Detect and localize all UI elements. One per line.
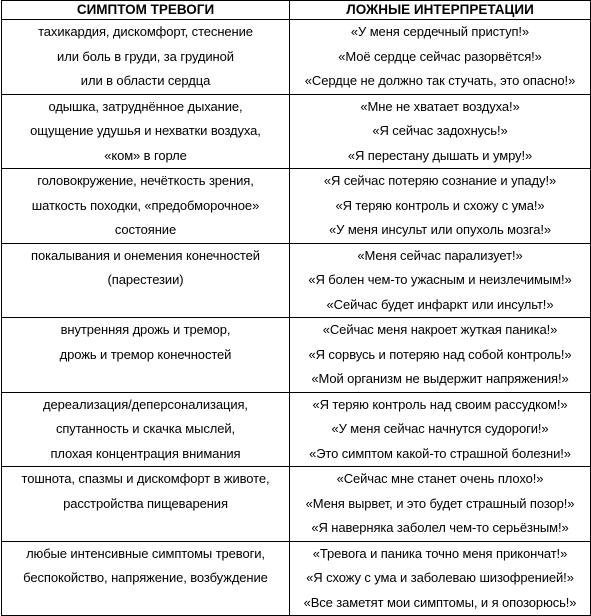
interpretation-line: «Меня сейчас парализует!» bbox=[357, 247, 523, 263]
interpretation-line: «Это симптом какой-то страшной болезни!» bbox=[309, 445, 571, 461]
symptom-cell bbox=[2, 392, 290, 467]
interpretation-line: «Я перестану дышать и умру!» bbox=[347, 147, 533, 163]
interpretation-line: «Сердце не должно так стучать, это опасно!» bbox=[304, 73, 576, 88]
symptom-line: шаткость походки, «предобморочное» bbox=[31, 197, 260, 213]
symptom-line: внутренняя дрожь и тремор, bbox=[60, 322, 231, 337]
symptom-cell bbox=[2, 243, 290, 318]
symptom-line: ощущение удушья и нехватки воздуха, bbox=[30, 123, 261, 138]
header-symptom: СИМПТОМ ТРЕВОГИ bbox=[2, 1, 290, 20]
interpretation-cell bbox=[290, 318, 591, 393]
symptom-line: тахикардия, дискомфорт, стеснение bbox=[38, 24, 253, 39]
header-interpretations: ЛОЖНЫЕ ИНТЕРПРЕТАЦИИ bbox=[290, 1, 591, 20]
interpretation-line: «Мне не хватает воздуха!» bbox=[360, 98, 520, 114]
interpretation-cell bbox=[290, 20, 591, 95]
table-row bbox=[2, 318, 591, 393]
symptom-cell bbox=[2, 169, 290, 244]
interpretation-cell bbox=[290, 169, 591, 244]
interpretation-line: «Я сорвусь и потеряю над собой контроль!» bbox=[308, 346, 572, 362]
interpretation-line: «Я наверняка заболел чем-то серьёзным!» bbox=[311, 520, 569, 535]
symptom-line: плохая концентрация внимания bbox=[50, 445, 241, 461]
symptom-line: дрожь и тремор конечностей bbox=[59, 346, 232, 362]
interpretation-cell bbox=[290, 243, 591, 318]
symptom-line: расстройства пищеварения bbox=[63, 495, 228, 511]
symptom-line: беспокойство, напряжение, возбуждение bbox=[23, 570, 268, 585]
interpretation-line: «Меня вырвет, и это будет страшный позор!» bbox=[305, 495, 575, 511]
symptom-line: спутанность и скачка мыслей, bbox=[55, 421, 236, 436]
symptom-line: или в области сердца bbox=[80, 73, 211, 88]
symptom-cell bbox=[2, 94, 290, 169]
interpretation-cell bbox=[290, 392, 591, 467]
interpretation-cell bbox=[290, 94, 591, 169]
interpretation-line: «У меня сейчас начнутся судороги!» bbox=[331, 421, 549, 436]
symptom-line: «ком» в горле bbox=[104, 147, 187, 163]
table-row bbox=[2, 392, 591, 467]
table-row bbox=[2, 243, 591, 318]
symptom-line: одышка, затруднённое дыхание, bbox=[48, 98, 243, 114]
table-header bbox=[2, 1, 591, 20]
table-row bbox=[2, 20, 591, 95]
symptom-line: тошнота, спазмы и дискомфорт в животе, bbox=[21, 471, 270, 486]
interpretation-line: «Я теряю контроль и схожу с ума!» bbox=[335, 197, 545, 213]
interpretation-line: «Я теряю контроль над своим рассудком!» bbox=[312, 396, 568, 412]
interpretation-line: «Сейчас меня накроет жуткая паника!» bbox=[322, 322, 558, 337]
symptom-line: головокружение, нечёткость зрения, bbox=[37, 173, 254, 188]
interpretation-line: «Сейчас мне станет очень плохо!» bbox=[336, 471, 544, 486]
interpretation-line: «Мой организм не выдержит напряжения!» bbox=[311, 371, 569, 386]
symptom-cell bbox=[2, 20, 290, 95]
table-row bbox=[2, 94, 591, 169]
table-row bbox=[2, 169, 591, 244]
symptom-line: (парестезии) bbox=[107, 272, 184, 287]
interpretation-line: «Я схожу с ума и заболеваю шизофренией!» bbox=[306, 570, 574, 585]
interpretation-line: «Сейчас будет инфаркт или инсульт!» bbox=[326, 296, 554, 312]
interpretation-line: «Я сейчас задохнусь!» bbox=[372, 123, 508, 138]
interpretation-line: «Я сейчас потеряю сознание и упаду!» bbox=[323, 173, 557, 188]
header-row bbox=[2, 1, 591, 20]
interpretation-line: «Тревога и паника точно меня прикончат!» bbox=[312, 545, 568, 561]
symptom-line: покалывания и онемения конечностей bbox=[31, 247, 260, 263]
interpretation-cell bbox=[290, 541, 591, 616]
table-row bbox=[2, 541, 591, 616]
interpretation-line: «Все заметят мои симптомы, и я опозорюсь!» bbox=[303, 594, 577, 610]
symptom-line: любые интенсивные симптомы тревоги, bbox=[26, 545, 265, 561]
symptom-interpretation-table bbox=[1, 0, 591, 616]
interpretation-line: «Моё сердце сейчас разорвётся!» bbox=[338, 48, 542, 64]
table-row bbox=[2, 467, 591, 542]
interpretation-line: «У меня инсульт или опухоль мозга!» bbox=[329, 222, 551, 237]
interpretation-cell bbox=[290, 467, 591, 542]
interpretation-line: «У меня сердечный приступ!» bbox=[350, 24, 530, 39]
table-body bbox=[2, 20, 591, 616]
symptom-cell bbox=[2, 318, 290, 393]
symptom-cell bbox=[2, 467, 290, 542]
symptom-line: состояние bbox=[114, 222, 177, 237]
symptom-line: или боль в груди, за грудиной bbox=[57, 48, 234, 64]
symptom-line: дереализация/деперсонализация, bbox=[43, 396, 248, 412]
symptom-cell bbox=[2, 541, 290, 616]
interpretation-line: «Я болен чем-то ужасным и неизлечимым!» bbox=[308, 272, 572, 287]
